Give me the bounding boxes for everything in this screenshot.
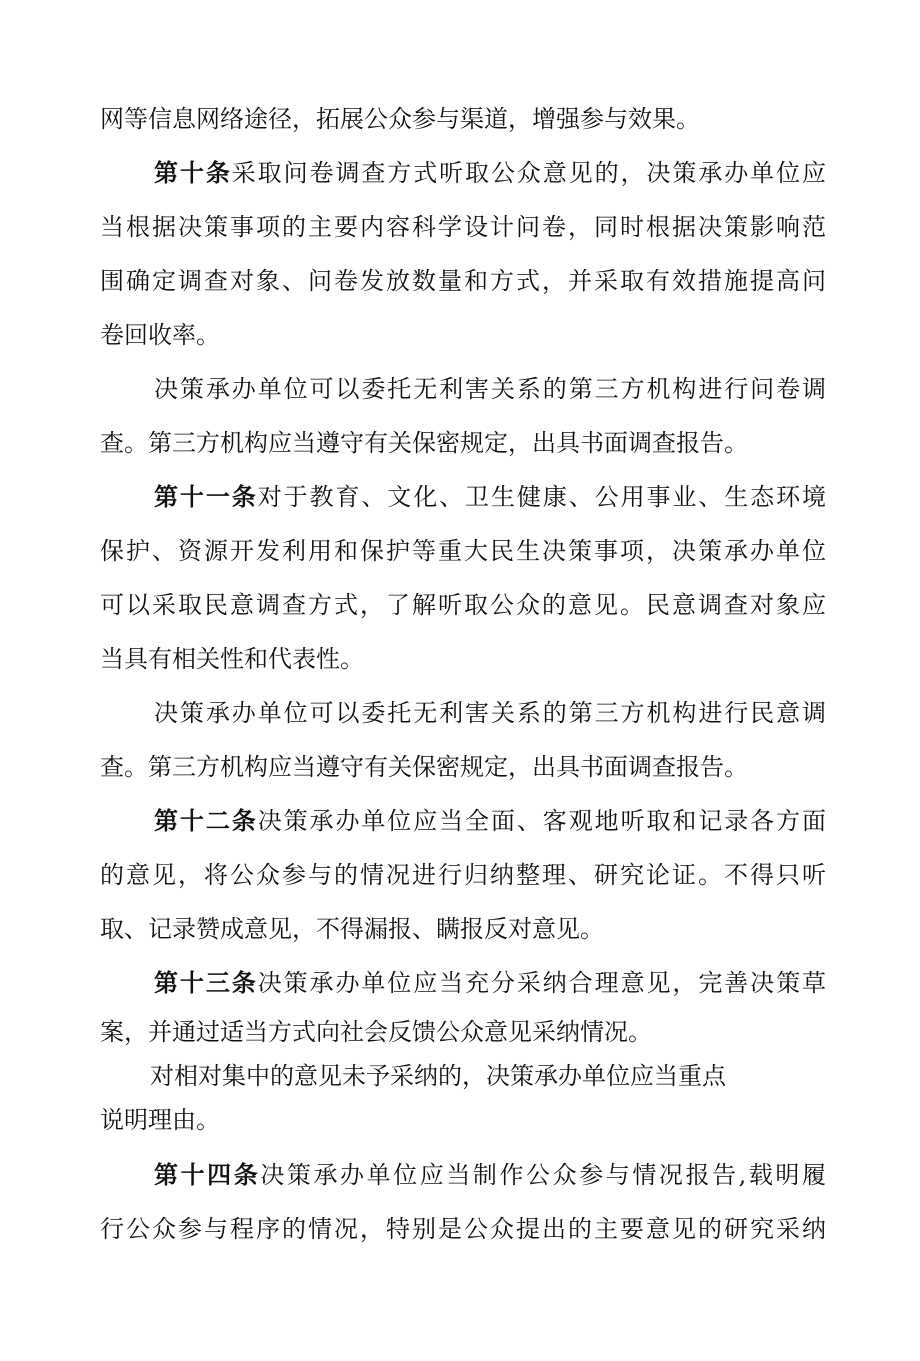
text-line — [100, 740, 826, 794]
text-line — [100, 92, 826, 146]
text-line — [100, 416, 826, 470]
article-11-line — [100, 470, 826, 524]
article-14-line — [100, 1148, 826, 1202]
text-line — [100, 362, 826, 416]
article-heading: 第十四条 — [154, 1161, 261, 1189]
line-text: 查。第三方机构应当遵守有关保密规定，出具书面调查报告。 — [100, 429, 748, 457]
line-text: 查。第三方机构应当遵守有关保密规定，出具书面调查报告。 — [100, 753, 748, 781]
article-heading: 第十一条 — [154, 483, 258, 511]
text-line — [100, 902, 826, 956]
line-text: 网等信息网络途径，拓展公众参与渠道，增强参与效果。 — [100, 105, 700, 133]
line-text: 取、记录赞成意见，不得漏报、瞒报反对意见。 — [100, 915, 604, 943]
line-text: 行公众参与程序的情况，特别是公众提出的主要意见的研究采纳 — [100, 1215, 826, 1243]
line-text: 保护、资源开发利用和保护等重大民生决策事项，决策承办单位 — [100, 537, 826, 565]
article-13-line — [100, 956, 826, 1010]
article-heading: 第十条 — [154, 159, 232, 187]
text-line — [100, 1054, 826, 1098]
text-line — [100, 578, 826, 632]
line-text: 决策承办单位可以委托无利害关系的第三方机构进行问卷调 — [154, 375, 826, 403]
text-line — [100, 848, 826, 902]
line-text: 决策承办单位可以委托无利害关系的第三方机构进行民意调 — [154, 699, 826, 727]
line-text: 当具有相关性和代表性。 — [100, 645, 364, 673]
text-line — [100, 308, 826, 362]
text-line — [100, 200, 826, 254]
document-page — [100, 92, 826, 1256]
line-text: 可以采取民意调查方式，了解听取公众的意见。民意调查对象应 — [100, 591, 826, 619]
line-text: 对相对集中的意见未予采纳的，决策承办单位应当重点 — [150, 1062, 726, 1090]
line-text: 决策承办单位应当充分采纳合理意见，完善决策草 — [257, 969, 827, 997]
text-line — [100, 254, 826, 308]
line-text: 决策承办单位应当制作公众参与情况报告,载明履 — [260, 1161, 827, 1189]
article-12-line — [100, 794, 826, 848]
text-line — [100, 686, 826, 740]
text-line — [100, 1098, 826, 1148]
article-heading: 第十二条 — [154, 807, 258, 835]
text-line — [100, 1202, 826, 1256]
line-text: 当根据决策事项的主要内容科学设计问卷，同时根据决策影响范 — [100, 213, 826, 241]
line-text: 对于教育、文化、卫生健康、公用事业、生态环境 — [257, 483, 827, 511]
text-line — [100, 524, 826, 578]
line-text: 说明理由。 — [100, 1106, 220, 1134]
text-line — [100, 632, 826, 686]
line-text: 的意见，将公众参与的情况进行归纳整理、研究论证。不得只听 — [100, 861, 826, 889]
line-text: 决策承办单位应当全面、客观地听取和记录各方面 — [257, 807, 827, 835]
line-text: 采取问卷调查方式听取公众意见的，决策承办单位应 — [231, 159, 827, 187]
article-10-line — [100, 146, 826, 200]
line-text: 围确定调查对象、问卷发放数量和方式，并采取有效措施提高问 — [100, 267, 826, 295]
line-text: 案，并通过适当方式向社会反馈公众意见采纳情况。 — [100, 1018, 652, 1046]
line-text: 卷回收率。 — [100, 321, 220, 349]
article-heading: 第十三条 — [154, 969, 258, 997]
text-line — [100, 1010, 826, 1054]
